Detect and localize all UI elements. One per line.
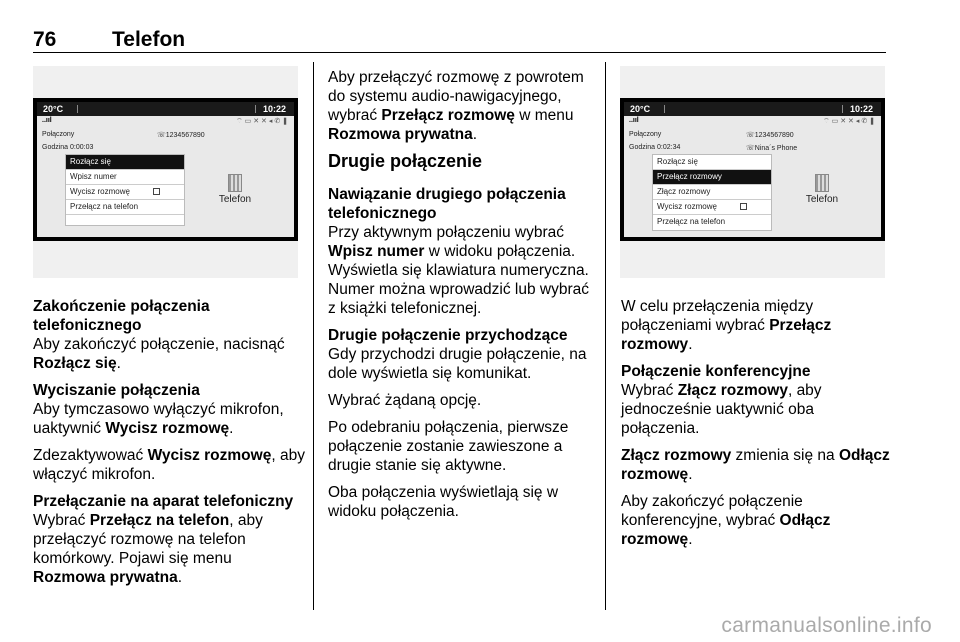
heading-incoming-second: Drugie połączenie przychodzące <box>328 327 568 344</box>
para-both-calls: Oba połączenia wyświetlają się w widoku połączenia. <box>328 484 559 520</box>
para-toggle-calls: W celu przełączenia między połączeniami wybrać Przełącz rozmowy. <box>621 298 832 353</box>
screenshot-second-call-menu <box>620 66 885 278</box>
signal-icon: ..ııl <box>629 117 639 124</box>
signal-icon: ..ııl <box>42 117 52 124</box>
para-conference: Wybrać Złącz rozmowy, aby jednocześnie uaktywnić oba połączenia. <box>621 382 822 437</box>
heading-end-call: Zakończenie połączenia telefonicznego <box>33 298 210 334</box>
menu-item-enter-number[interactable]: Wpisz numer <box>66 170 184 185</box>
heading-switch-phone: Przełączanie na aparat telefoniczny <box>33 493 294 510</box>
infotainment-screen <box>33 98 298 241</box>
status-icons: ⌔ ▭ ✕ ✕ ◂ ✆ ❚ <box>823 118 875 125</box>
header-rule <box>33 52 886 53</box>
clock: 10:22 <box>849 104 873 114</box>
para-after-answer: Po odebraniu połączenia, pierwsze połączenie zostanie zawieszone a drugie stanie się aktywne. <box>328 419 569 474</box>
infotainment-screen-2 <box>620 98 885 241</box>
heading-conference: Połączenie konferencyjne <box>621 363 811 380</box>
para-switch-back: Aby przełączyć rozmowę z powrotem do systemu audio-nawigacyjnego, wybrać Przełącz rozmowę w menu Rozmowa prywatna. <box>328 69 584 143</box>
column-divider-1 <box>313 62 314 610</box>
phone-number: ☏1234567890 <box>157 132 205 139</box>
column-1-text <box>33 297 305 595</box>
menu-item-mute[interactable]: Wycisz rozmowę <box>653 200 771 215</box>
para-switch-phone: Wybrać Przełącz na telefon, aby przełączyć rozmowę na telefon komórkowy. Pojawi się menu Rozmowa prywatna. <box>33 512 263 586</box>
phone-book-icon <box>228 174 242 192</box>
para-start-second-call: Przy aktywnym połączeniu wybrać Wpisz numer w widoku połączenia. Wyświetla się klawiatura numeryczna. Numer można wprowadzić lub wybrać z książki telefonicznej. <box>328 224 590 317</box>
watermark: carmanualsonline.info <box>721 614 932 637</box>
temperature: 20°C <box>630 104 651 114</box>
page-title: Telefon <box>112 28 186 51</box>
para-choose-option: Wybrać żądaną opcję. <box>328 392 482 409</box>
status-bar <box>37 102 294 116</box>
mute-checkbox[interactable] <box>740 203 747 210</box>
second-caller: ☏Nina´s Phone <box>746 145 798 152</box>
screenshot-call-menu <box>33 66 298 278</box>
temperature: 20°C <box>43 104 64 114</box>
menu-item-hang-up[interactable]: Rozłącz się <box>653 155 771 170</box>
menu-item-switch-to-phone[interactable]: Przełącz na telefon <box>66 200 184 215</box>
menu-item-switch-to-phone[interactable]: Przełącz na telefon <box>657 217 726 226</box>
heading-start-second-call: Nawiązanie drugiego połączenia telefonicznego <box>328 186 566 222</box>
column-3-text <box>621 297 891 557</box>
menu-item-toggle-calls[interactable]: Przełącz rozmowy <box>653 170 771 185</box>
column-2-text <box>328 68 598 529</box>
call-options-menu <box>65 154 185 226</box>
call-status: Połączony <box>629 131 662 138</box>
menu-item-hang-up[interactable]: Rozłącz się <box>66 155 184 170</box>
para-end-conference: Aby zakończyć połączenie konferencyjne, wybrać Odłącz rozmowę. <box>621 493 831 548</box>
para-mute: Aby tymczasowo wyłączyć mikrofon, uaktywnić Wycisz rozmowę. <box>33 401 284 437</box>
column-divider-2 <box>605 62 606 610</box>
para-incoming: Gdy przychodzi drugie połączenie, na dole wyświetla się komunikat. <box>328 346 587 382</box>
para-unmute: Zdezaktywować Wycisz rozmowę, aby włączyć mikrofon. <box>33 447 305 483</box>
clock: 10:22 <box>262 104 286 114</box>
heading-second-call: Drugie połączenie <box>328 151 483 171</box>
menu-item-merge-calls[interactable]: Złącz rozmowy <box>653 185 771 200</box>
call-options-menu <box>652 154 772 231</box>
page-number: 76 <box>33 28 57 51</box>
mute-checkbox[interactable] <box>153 188 160 195</box>
call-duration: Godzina 0:02:34 <box>629 144 681 151</box>
phone-app-tile[interactable]: Telefon <box>205 174 265 205</box>
phone-app-tile[interactable]: Telefon <box>792 174 852 205</box>
status-icons: ⌔ ▭ ✕ ✕ ◂ ✆ ❚ <box>236 118 288 125</box>
heading-mute: Wyciszanie połączenia <box>33 382 200 399</box>
phone-number: ☏1234567890 <box>746 132 794 139</box>
para-end-call: Aby zakończyć połączenie, nacisnąć Rozłącz się. <box>33 336 285 372</box>
menu-item-mute[interactable]: Wycisz rozmowę <box>66 185 184 200</box>
call-status: Połączony <box>42 131 75 138</box>
call-duration: Godzina 0:00:03 <box>42 144 94 151</box>
phone-book-icon <box>815 174 829 192</box>
status-bar <box>624 102 881 116</box>
para-merge-changes: Złącz rozmowy zmienia się na Odłącz rozmowę. <box>621 447 890 483</box>
